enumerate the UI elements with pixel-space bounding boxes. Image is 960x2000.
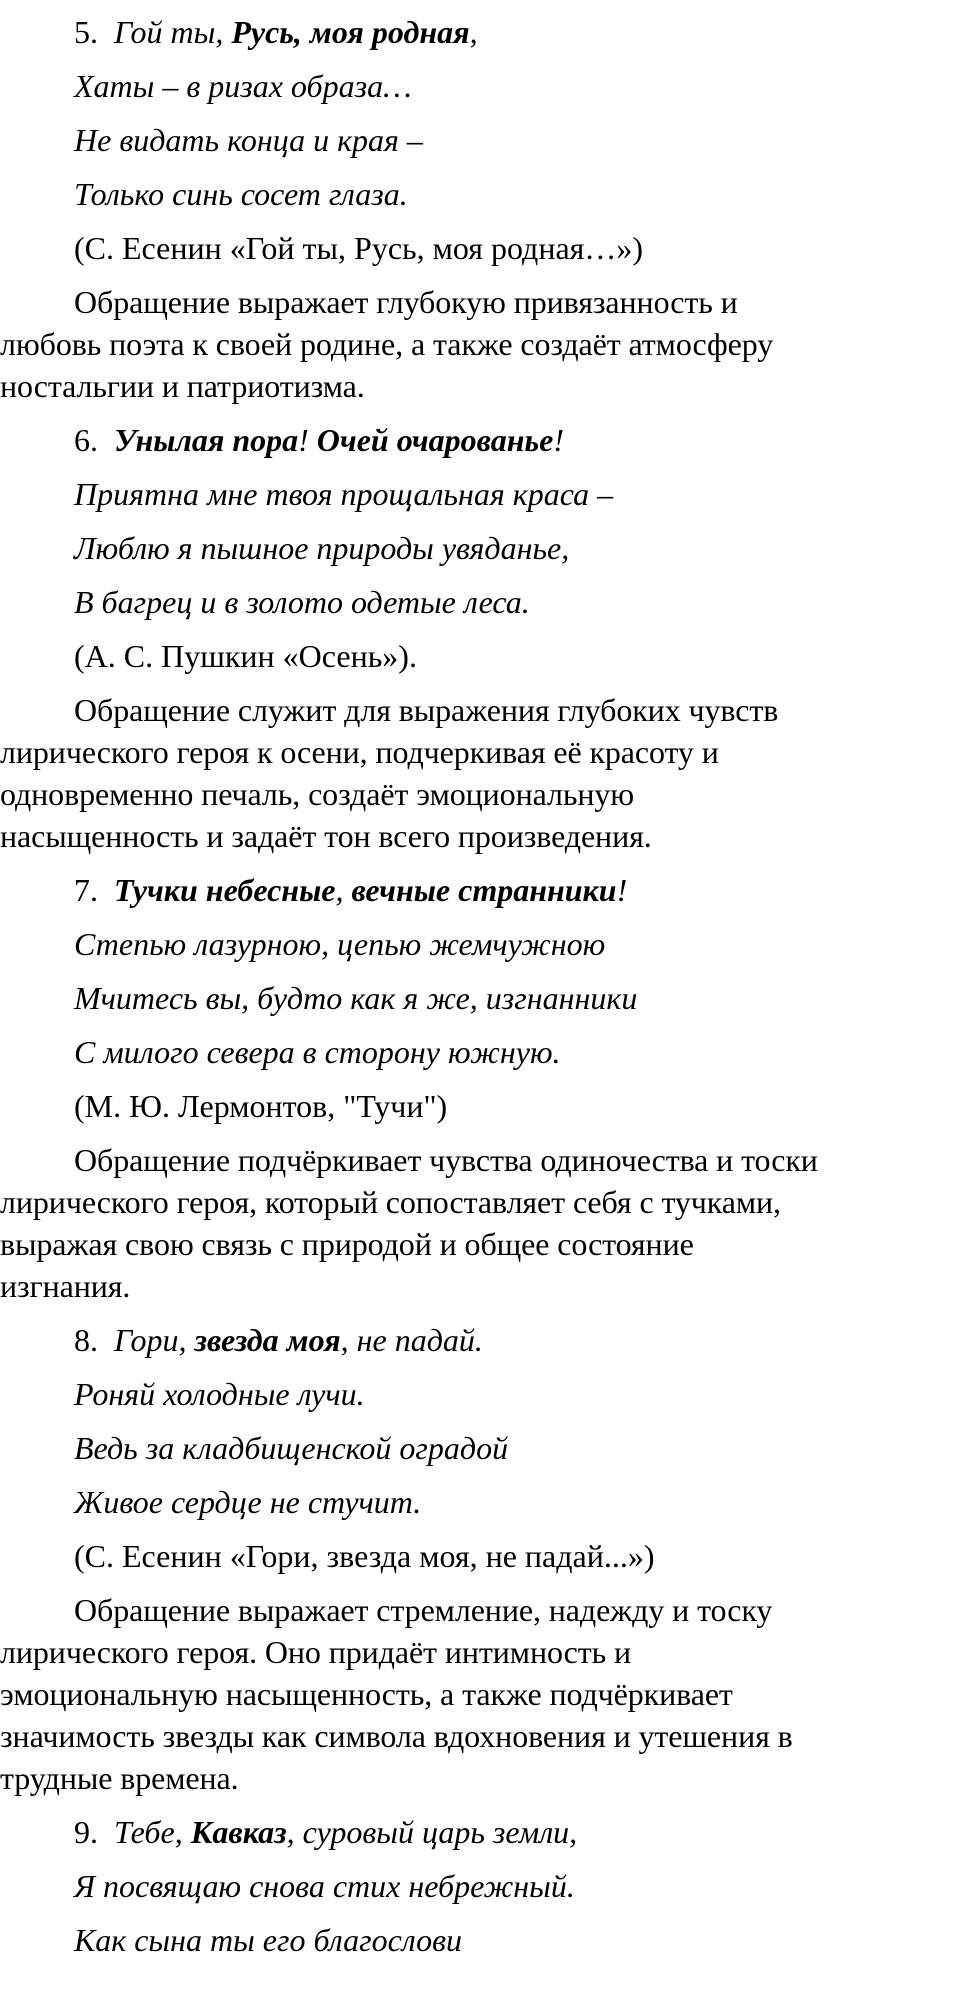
address-highlight: вечные странники — [351, 872, 617, 908]
example-number: 8. — [74, 1322, 106, 1358]
verse-first-line — [0, 12, 960, 52]
verse-text: , не падай. — [340, 1322, 483, 1358]
verse-line — [0, 1866, 960, 1906]
commentary-line: Обращение выражает стремление, надежду и тоску — [74, 1592, 773, 1628]
verse-text: Гой ты, — [114, 14, 232, 50]
verse-line — [0, 528, 960, 568]
address-highlight: Русь, моя родная — [231, 14, 470, 50]
commentary-line: Обращение подчёркивает чувства одиночества и тоски — [74, 1142, 818, 1178]
verse-text: Тебе, — [114, 1814, 191, 1850]
source-citation: (С. Есенин «Гой ты, Русь, моя родная…») — [74, 230, 644, 266]
commentary-line: значимость звезды как символа вдохновения и утешения в — [0, 1718, 793, 1754]
address-highlight: Унылая пора — [114, 422, 299, 458]
verse-text: Степью лазурною, цепью жемчужною — [74, 926, 606, 962]
verse-text: , — [469, 14, 478, 50]
commentary-line: эмоциональную насыщенность, а также подчёркивает — [0, 1676, 733, 1712]
verse-line — [0, 1920, 960, 1960]
source-citation: (М. Ю. Лермонтов, "Тучи") — [74, 1088, 448, 1124]
verse-text: В багрец и в золото одетые леса. — [74, 584, 530, 620]
commentary-line: одновременно печаль, создаёт эмоциональную — [0, 776, 635, 812]
verse-line — [0, 1374, 960, 1414]
address-highlight: звезда моя — [194, 1322, 341, 1358]
verse-text: Живое сердце не стучит. — [74, 1484, 422, 1520]
verse-text: Роняй холодные лучи. — [74, 1376, 365, 1412]
address-highlight: Тучки небесные — [114, 872, 336, 908]
verse-line — [0, 582, 960, 622]
verse-line — [0, 66, 960, 106]
address-highlight: Очей очарованье — [316, 422, 554, 458]
commentary-line: выражая свою связь с природой и общее состояние — [0, 1226, 694, 1262]
commentary-line: трудные времена. — [0, 1760, 239, 1796]
verse-line — [0, 1032, 960, 1072]
verse-text: Люблю я пышное природы увяданье, — [74, 530, 570, 566]
verse-line — [0, 174, 960, 214]
verse-text: Ведь за кладбищенской оградой — [74, 1430, 509, 1466]
commentary-line: Обращение служит для выражения глубоких чувств — [74, 692, 779, 728]
verse-first-line — [0, 1812, 960, 1852]
verse-line — [0, 474, 960, 514]
verse-text: Мчитесь вы, будто как я же, изгнанники — [74, 980, 638, 1016]
verse-line — [0, 978, 960, 1018]
verse-text: ! — [616, 872, 628, 908]
verse-first-line — [0, 420, 960, 460]
commentary-line: насыщенность и задаёт тон всего произведения. — [0, 818, 652, 854]
verse-line — [0, 120, 960, 160]
verse-line — [0, 1428, 960, 1468]
commentary-line: ностальгии и патриотизма. — [0, 368, 365, 404]
commentary-line: лирического героя. Оно придаёт интимность и — [0, 1634, 632, 1670]
verse-text: ! — [298, 422, 317, 458]
verse-text: , суровый царь земли, — [286, 1814, 578, 1850]
verse-line — [0, 1482, 960, 1522]
example-number: 5. — [74, 14, 106, 50]
verse-text: С милого севера в сторону южную. — [74, 1034, 561, 1070]
verse-text: Хаты – в ризах образа… — [74, 68, 412, 104]
verse-text: Приятна мне твоя прощальная краса – — [74, 476, 614, 512]
source-citation: (С. Есенин «Гори, звезда моя, не падай...») — [74, 1538, 655, 1574]
example-number: 6. — [74, 422, 106, 458]
commentary-line: Обращение выражает глубокую привязанность и — [74, 284, 738, 320]
verse-line — [0, 924, 960, 964]
commentary-line: лирического героя к осени, подчеркивая её красоту и — [0, 734, 719, 770]
verse-text: ! — [553, 422, 564, 458]
verse-text: Только синь сосет глаза. — [74, 176, 408, 212]
verse-text: Гори, — [114, 1322, 195, 1358]
verse-text: Я посвящаю снова стих небрежный. — [74, 1868, 575, 1904]
commentary-line: лирического героя, который сопоставляет себя с тучками, — [0, 1184, 781, 1220]
address-highlight: Кавказ — [190, 1814, 287, 1850]
verse-first-line — [0, 870, 960, 910]
example-number: 7. — [74, 872, 106, 908]
verse-first-line — [0, 1320, 960, 1360]
commentary-line: любовь поэта к своей родине, а также создаёт атмосферу — [0, 326, 774, 362]
source-citation: (А. С. Пушкин «Осень»). — [74, 638, 417, 674]
verse-text: Как сына ты его благослови — [74, 1922, 462, 1958]
verse-text: , — [335, 872, 352, 908]
example-number: 9. — [74, 1814, 106, 1850]
commentary-line: изгнания. — [0, 1268, 131, 1304]
verse-text: Не видать конца и края – — [74, 122, 423, 158]
